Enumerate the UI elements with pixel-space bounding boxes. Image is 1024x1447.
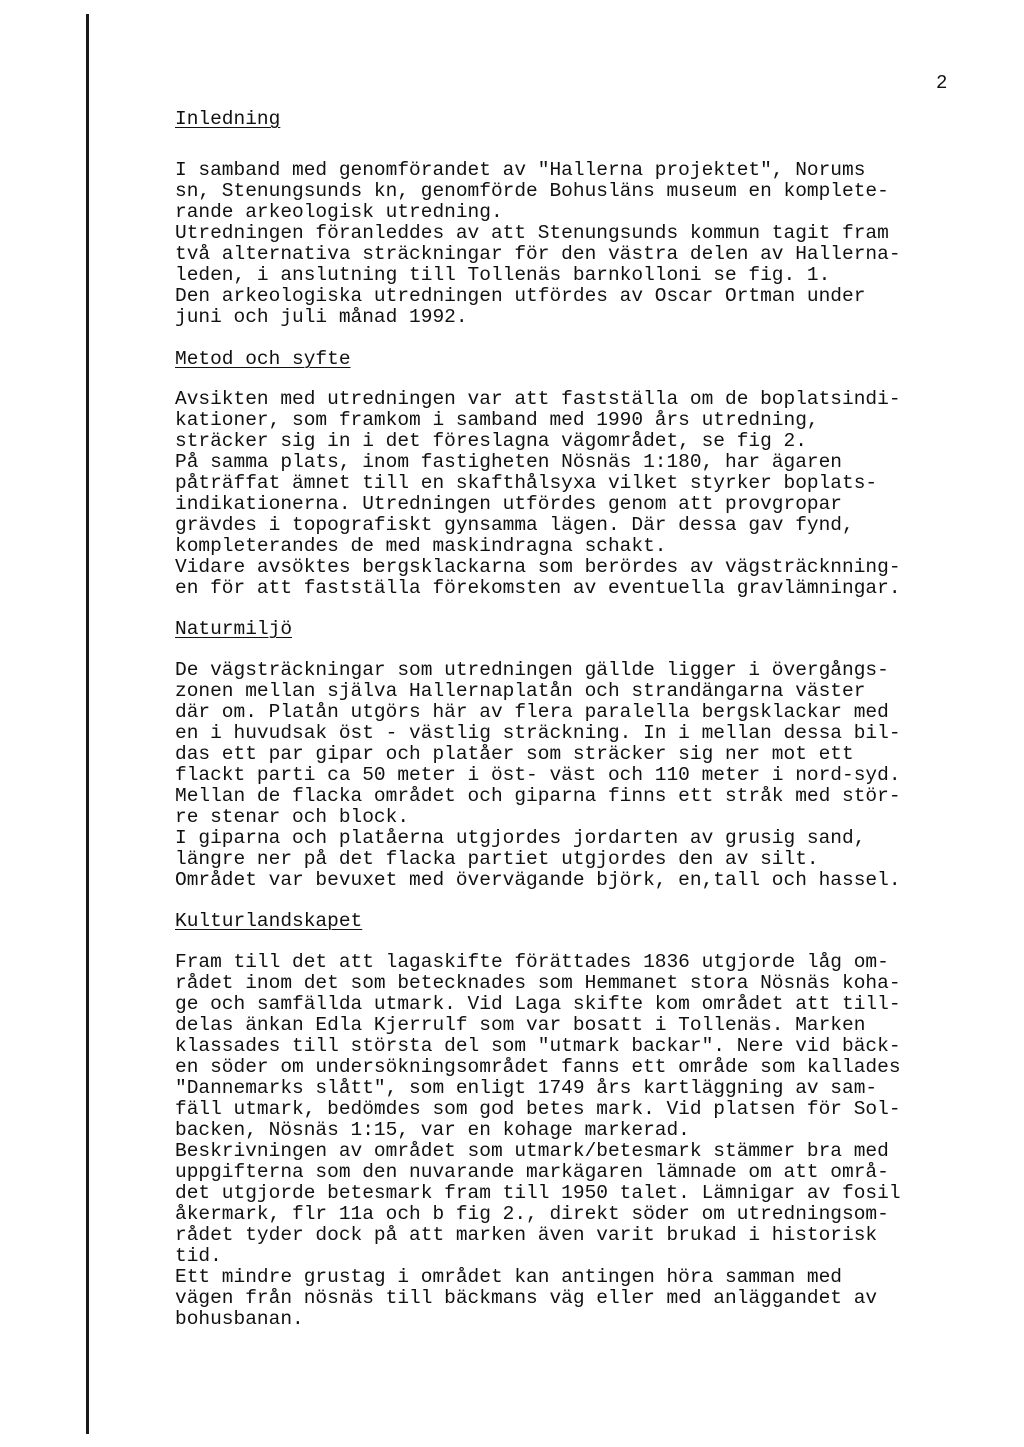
text-line: Beskrivningen av området som utmark/betesmark stämmer bra med (175, 1140, 889, 1162)
text-line: vägen från nösnäs till bäckmans väg eller med anläggandet av (175, 1287, 878, 1309)
section-body-kulturlandskapet (175, 952, 975, 1330)
text-line: en i huvudsak öst - västlig sträckning. In i mellan dessa bil- (175, 722, 901, 744)
text-line: I samband med genomförandet av "Hallerna projektet", Norums (175, 159, 866, 181)
text-line: påträffat ämnet till en skafthålsyxa vilket styrker boplats- (175, 472, 878, 494)
section-heading-inledning: Inledning (175, 108, 281, 130)
text-line: sträcker sig in i det föreslagna vägområdet, se fig 2. (175, 430, 807, 452)
page-number: 2 (936, 72, 948, 94)
text-line: "Dannemarks slått", som enligt 1749 års kartläggning av sam- (175, 1077, 878, 1099)
text-line: das ett par gipar och platåer som sträcker sig ner mot ett (175, 743, 854, 765)
text-line: re stenar och block. (175, 806, 410, 828)
text-line: I giparna och platåerna utgjordes jordarten av grusig sand, (175, 827, 866, 849)
text-line: rådet tyder dock på att marken även varit brukad i historisk (175, 1224, 878, 1246)
section-body-inledning (175, 160, 975, 328)
text-line: Avsikten med utredningen var att fastställa om de boplatsindi- (175, 388, 901, 410)
text-line: det utgjorde betesmark fram till 1950 talet. Lämnigar av fosil (175, 1182, 901, 1204)
text-line: sn, Stenungsunds kn, genomförde Bohusläns museum en komplete- (175, 180, 889, 202)
scan-edge-line (86, 14, 89, 1434)
section-heading-kulturlandskapet: Kulturlandskapet (175, 910, 363, 932)
text-line: rande arkeologisk utredning. (175, 201, 503, 223)
section-heading-naturmiljo: Naturmiljö (175, 618, 293, 640)
text-line: backen, Nösnäs 1:15, var en kohage markerad. (175, 1119, 690, 1141)
document-body (175, 108, 975, 1330)
text-line: kompleterandes de med maskindragna schakt. (175, 535, 667, 557)
text-line: två alternativa sträckningar för den västra delen av Hallerna- (175, 243, 901, 265)
text-line: tid. (175, 1245, 222, 1267)
text-line: en söder om undersökningsområdet fanns ett område som kallades (175, 1056, 901, 1078)
text-line: rådet inom det som betecknades som Hemmanet stora Nösnäs koha- (175, 972, 901, 994)
text-line: Utredningen föranleddes av att Stenungsunds kommun tagit fram (175, 222, 889, 244)
text-line: indikationerna. Utredningen utfördes genom att provgropar (175, 493, 843, 515)
text-line: flackt parti ca 50 meter i öst- väst och 110 meter i nord-syd. (175, 764, 901, 786)
text-line: ge och samfällda utmark. Vid Laga skifte kom området att till- (175, 993, 901, 1015)
text-line: zonen mellan själva Hallernaplatån och strandängarna väster (175, 680, 866, 702)
text-line: Ett mindre grustag i området kan antingen höra samman med (175, 1266, 843, 1288)
text-line: På samma plats, inom fastigheten Nösnäs 1:180, har ägaren (175, 451, 843, 473)
text-line: Den arkeologiska utredningen utfördes av Oscar Ortman under (175, 285, 866, 307)
text-line: klassades till största del som "utmark backar". Nere vid bäck- (175, 1035, 901, 1057)
text-line: Vidare avsöktes bergsklackarna som berördes av vägsträcknning- (175, 556, 901, 578)
text-line: där om. Platån utgörs här av flera paralella bergsklackar med (175, 701, 889, 723)
text-line: De vägsträckningar som utredningen gällde ligger i övergångs- (175, 659, 889, 681)
text-line: grävdes i topografiskt gynsamma lägen. Där dessa gav fynd, (175, 514, 854, 536)
text-line: kationer, som framkom i samband med 1990 års utredning, (175, 409, 819, 431)
text-line: delas änkan Edla Kjerrulf som var bosatt i Tollenäs. Marken (175, 1014, 866, 1036)
text-line: en för att fastställa förekomsten av eventuella gravlämningar. (175, 577, 901, 599)
text-line: Fram till det att lagaskifte förättades 1836 utgjorde låg om- (175, 951, 889, 973)
section-heading-metod-och-syfte: Metod och syfte (175, 348, 351, 370)
text-line: Mellan de flacka området och giparna finns ett stråk med stör- (175, 785, 901, 807)
text-line: leden, i anslutning till Tollenäs barnkolloni se fig. 1. (175, 264, 831, 286)
text-line: Området var bevuxet med övervägande björk, en,tall och hassel. (175, 869, 901, 891)
text-line: bohusbanan. (175, 1308, 304, 1330)
section-body-naturmiljo (175, 660, 975, 891)
text-line: uppgifterna som den nuvarande markägaren lämnade om att områ- (175, 1161, 889, 1183)
text-line: juni och juli månad 1992. (175, 306, 468, 328)
section-body-metod-och-syfte (175, 389, 975, 599)
text-line: fäll utmark, bedömdes som god betes mark. Vid platsen för Sol- (175, 1098, 901, 1120)
text-line: längre ner på det flacka partiet utgjordes den av silt. (175, 848, 819, 870)
text-line: åkermark, flr 11a och b fig 2., direkt söder om utredningsom- (175, 1203, 889, 1225)
